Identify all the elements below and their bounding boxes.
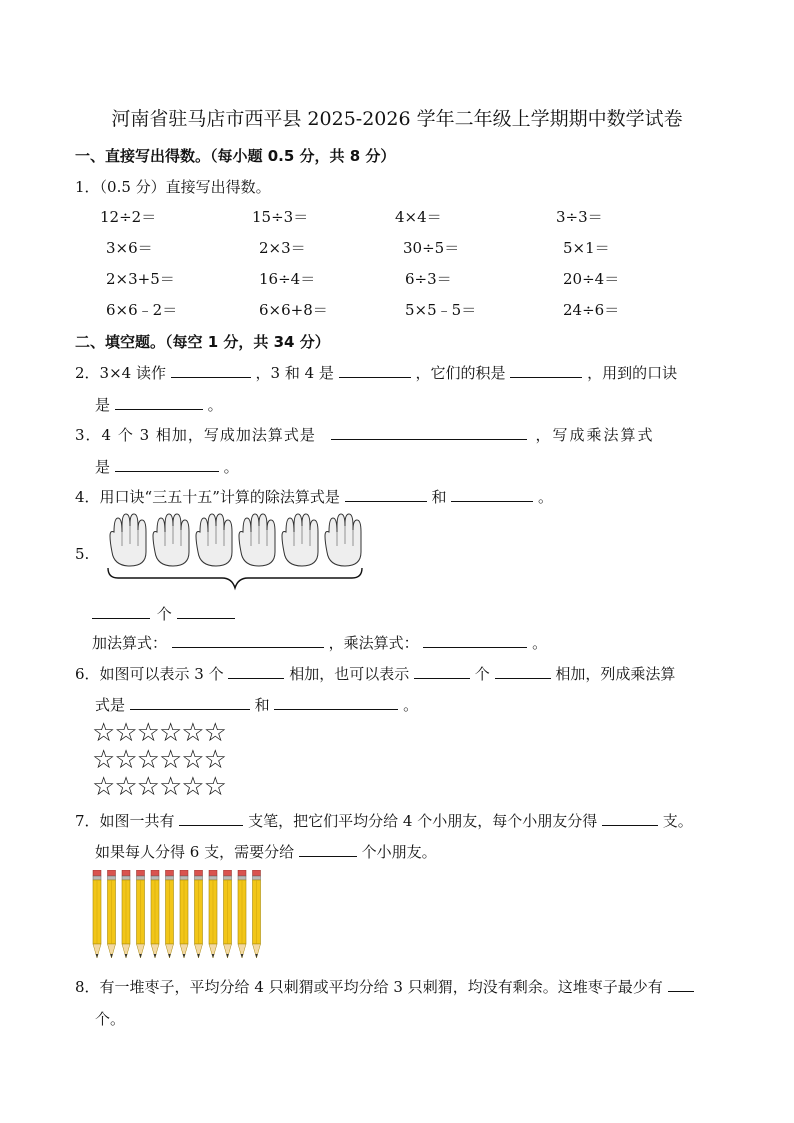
answer-blank[interactable] <box>299 842 357 857</box>
q2-text: ，3 和 4 是 <box>255 364 334 382</box>
answer-blank[interactable] <box>177 604 235 619</box>
q6-text: 相加，列成乘法算 <box>555 665 676 683</box>
question-8 <box>75 976 694 997</box>
answer-blank[interactable] <box>451 487 533 502</box>
calc-item: 2×3＝ <box>259 239 306 257</box>
star-icon: ☆ <box>203 745 226 775</box>
question-6 <box>75 663 675 684</box>
calc-item: 12÷2＝ <box>100 208 157 226</box>
question-2-cont <box>95 394 223 415</box>
pencil-icon <box>108 870 116 958</box>
q5-text: 。 <box>532 634 548 652</box>
q2-text: ，它们的积是 <box>415 364 506 382</box>
pencils-figure <box>90 870 270 962</box>
answer-blank[interactable] <box>179 811 243 826</box>
star-row <box>92 720 226 747</box>
answer-blank[interactable] <box>414 664 470 679</box>
stars-figure <box>92 720 226 801</box>
q5-text: ，乘法算式： <box>328 634 419 652</box>
star-icon: ☆ <box>158 745 182 775</box>
answer-blank[interactable] <box>274 695 398 710</box>
q2-text: 2．3×4 读作 <box>75 364 166 382</box>
q3-text: 3．4 个 3 相加，写成加法算式是 <box>75 426 316 444</box>
pencil-icon <box>238 870 246 958</box>
section-heading-2: 二、填空题。（每空 1 分，共 34 分） <box>75 333 330 351</box>
q7-text: 支笔，把它们平均分给 4 个小朋友，每个小朋友分得 <box>248 812 598 830</box>
star-icon: ☆ <box>181 772 204 802</box>
answer-blank[interactable] <box>115 457 219 472</box>
star-icon: ☆ <box>92 772 115 802</box>
question-7-cont <box>95 841 437 862</box>
hands-figure <box>104 512 366 592</box>
answer-blank[interactable] <box>172 633 324 648</box>
calc-item: 16÷4＝ <box>259 270 316 288</box>
q4-text: 和 <box>431 488 447 506</box>
hand-icon <box>325 514 361 566</box>
q7-text: 支。 <box>662 812 693 830</box>
calc-item: 24÷6＝ <box>563 301 620 319</box>
q7-text: 如果每人分得 6 支，需要分给 <box>95 843 295 861</box>
question-2 <box>75 362 677 383</box>
question-5-number: 5. <box>75 545 90 563</box>
answer-blank[interactable] <box>92 604 150 619</box>
q2-text: 是 <box>95 396 111 414</box>
star-icon: ☆ <box>92 718 115 748</box>
q6-text: 。 <box>403 696 419 714</box>
q6-text: 式是 <box>95 696 126 714</box>
calc-item: 6÷3＝ <box>405 270 452 288</box>
q7-text: 个小朋友。 <box>361 843 437 861</box>
calc-item: 6×6﹣2＝ <box>106 301 178 319</box>
calc-item: 3÷3＝ <box>556 208 603 226</box>
pencil-icon <box>137 870 145 958</box>
pencil-icon <box>122 870 130 958</box>
pencil-icon <box>195 870 203 958</box>
answer-blank[interactable] <box>331 425 527 440</box>
q4-text: 4．用口诀“三五十五”计算的除法算式是 <box>75 488 340 506</box>
answer-blank[interactable] <box>602 811 658 826</box>
q6-text: 和 <box>254 696 270 714</box>
answer-blank[interactable] <box>339 363 411 378</box>
question-3 <box>75 424 655 445</box>
star-icon: ☆ <box>136 718 159 748</box>
q5-text: 个 <box>156 605 172 623</box>
q7-text: 7．如图一共有 <box>75 812 175 830</box>
answer-blank[interactable] <box>423 633 527 648</box>
answer-blank[interactable] <box>130 695 250 710</box>
star-icon: ☆ <box>203 772 226 802</box>
answer-blank[interactable] <box>668 977 694 992</box>
section-heading-1: 一、直接写出得数。（每小题 0.5 分，共 8 分） <box>75 147 396 165</box>
star-icon: ☆ <box>114 772 137 802</box>
answer-blank[interactable] <box>228 664 284 679</box>
star-icon: ☆ <box>92 745 115 775</box>
star-icon: ☆ <box>114 745 137 775</box>
pencil-icon <box>224 870 232 958</box>
calc-item: 30÷5＝ <box>403 239 460 257</box>
brace-icon <box>108 568 362 588</box>
q4-text: 。 <box>538 488 554 506</box>
calc-item: 3×6＝ <box>106 239 153 257</box>
calc-item: 5×1＝ <box>563 239 610 257</box>
calc-item: 5×5﹣5＝ <box>405 301 477 319</box>
question-5-formulas <box>92 632 547 653</box>
calc-item: 2×3+5＝ <box>106 270 175 288</box>
star-icon: ☆ <box>158 718 182 748</box>
pencil-icon <box>253 870 261 958</box>
q6-text: 相加，也可以表示 <box>289 665 410 683</box>
q5-text: 加法算式： <box>92 634 168 652</box>
hand-icon <box>239 514 275 566</box>
star-icon: ☆ <box>136 745 159 775</box>
q6-text: 个 <box>474 665 490 683</box>
hand-icon <box>110 514 146 566</box>
calc-item: 4×4＝ <box>395 208 442 226</box>
calc-item: 6×6+8＝ <box>259 301 328 319</box>
hand-icon <box>196 514 232 566</box>
question-7 <box>75 810 693 831</box>
answer-blank[interactable] <box>345 487 427 502</box>
question-3-cont <box>95 456 239 477</box>
star-row <box>92 747 226 774</box>
question-4 <box>75 486 553 507</box>
star-icon: ☆ <box>181 745 204 775</box>
answer-blank[interactable] <box>171 363 251 378</box>
star-icon: ☆ <box>158 772 182 802</box>
pencil-icon <box>166 870 174 958</box>
star-icon: ☆ <box>136 772 159 802</box>
hand-icon <box>153 514 189 566</box>
hand-icon <box>282 514 318 566</box>
star-icon: ☆ <box>114 718 137 748</box>
q2-text: 。 <box>207 396 223 414</box>
q3-text: 。 <box>223 458 239 476</box>
star-row <box>92 774 226 801</box>
question-6-cont <box>95 694 418 715</box>
q3-text: ，写成乘法算式 <box>535 426 655 444</box>
pencil-icon <box>180 870 188 958</box>
q8-text: 8．有一堆枣子，平均分给 4 只刺猬或平均分给 3 只刺猬，均没有剩余。这堆枣子最少有 <box>75 978 663 996</box>
q3-text: 是 <box>95 458 111 476</box>
calc-item: 20÷4＝ <box>563 270 620 288</box>
answer-blank[interactable] <box>495 664 551 679</box>
answer-blank[interactable] <box>115 395 203 410</box>
pencil-icon <box>151 870 159 958</box>
star-icon: ☆ <box>203 718 226 748</box>
q6-text: 6．如图可以表示 3 个 <box>75 665 224 683</box>
q2-text: ，用到的口诀 <box>587 364 678 382</box>
question-5-blanks <box>92 603 235 624</box>
star-icon: ☆ <box>181 718 204 748</box>
question-1-prompt: 1．（0.5 分）直接写出得数。 <box>75 178 271 196</box>
answer-blank[interactable] <box>510 363 582 378</box>
question-8-cont: 个。 <box>95 1010 126 1028</box>
page-title: 河南省驻马店市西平县 2025-2026 学年二年级上学期期中数学试卷 <box>111 108 683 130</box>
calc-item: 15÷3＝ <box>252 208 309 226</box>
pencil-icon <box>93 870 101 958</box>
pencil-icon <box>209 870 217 958</box>
